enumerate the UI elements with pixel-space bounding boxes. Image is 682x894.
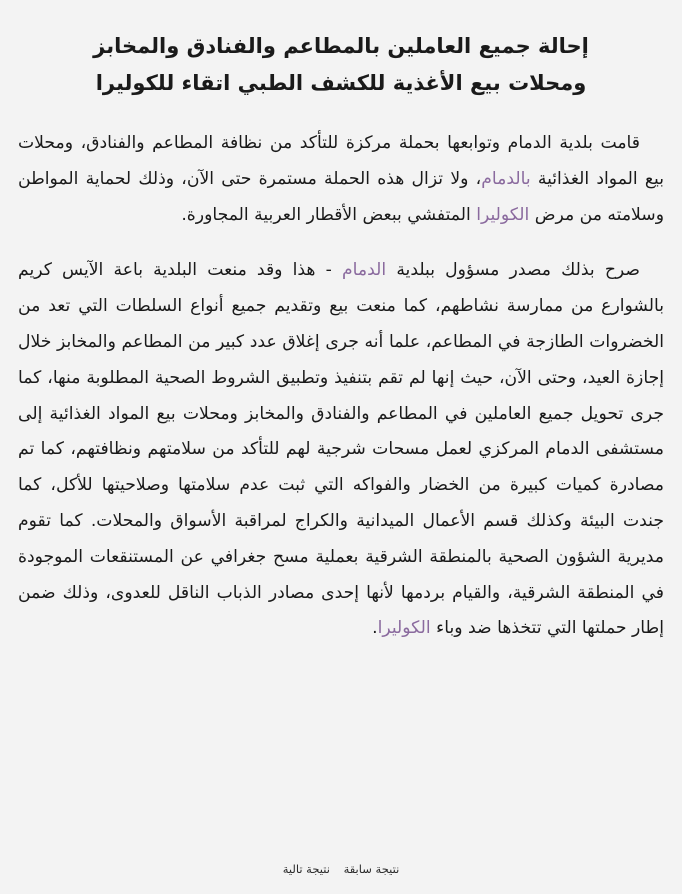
paragraph-text: .: [372, 618, 378, 639]
article-paragraph-2: [18, 253, 664, 647]
article-paragraph-1: [18, 126, 664, 233]
article: [18, 28, 664, 667]
keyword-link-dammam[interactable]: الدمام: [342, 260, 387, 281]
paragraph-text: ، ولا تزال هذه الحملة مستمرة حتى الآن، وذلك لحماية المواطن وسلامته من مرض: [18, 168, 664, 225]
previous-result-link[interactable]: نتيجة سابقة: [343, 862, 400, 876]
keyword-link-cholera[interactable]: الكوليرا: [476, 204, 530, 225]
keyword-link-cholera[interactable]: الكوليرا: [377, 618, 431, 639]
paragraph-text: المتفشي ببعض الأقطار العربية المجاورة.: [181, 204, 477, 225]
keyword-link-dammam[interactable]: بالدمام: [481, 168, 531, 189]
paragraph-text: قامت بلدية الدمام وتوابعها بحملة مركزة للتأكد من نظافة المطاعم والفنادق، ومحلات بيع المواد الغذائية: [18, 133, 664, 189]
article-title: [18, 28, 664, 102]
paragraph-text: صرح بذلك مصدر مسؤول ببلدية: [386, 260, 640, 281]
next-result-link[interactable]: نتيجة تالية: [282, 862, 330, 876]
article-title-line-1: إحالة جميع العاملين بالمطاعم والفنادق والمخابز: [93, 34, 589, 58]
article-title-line-2: ومحلات بيع الأغذية للكشف الطبي اتقاء للكوليرا: [95, 71, 587, 95]
result-navigation: [0, 862, 682, 876]
paragraph-text: - هذا وقد منعت البلدية باعة الآيس كريم بالشوارع من ممارسة نشاطهم، كما منعت بيع وتقديم جميع أنواع السلطات التي تعد من الخضروات الطازجة في المطاعم، علما أنه جرى إغلاق عدد كبير من المطاعم والمخابز خلال إجازة العيد، وحتى الآن، حيث إنها لم تقم بتنفيذ وتطبيق الشروط الصحية المطلوبة منها، كما جرى تحويل جميع العاملين في المطاعم والفنادق والمخابز ومحلات بيع المواد الغذائية إلى مستشفى الدمام المركزي لعمل مسحات شرجية لهم للتأكد من سلامتهم ونظافتهم، كما تم مصادرة كميات كبيرة من الخضار والفواكه التي ثبت عدم سلامتها وصلاحيتها للأكل، كما جندت البيئة وكذلك قسم الأعمال الميدانية والكراج لمراقبة الأسواق والمحلات. كما تقوم مديرية الشؤون الصحية بالمنطقة الشرقية بعملية مسح جغرافي عن المستنقعات الموجودة في المنطقة الشرقية، والقيام بردمها لأنها إحدى مصادر الذباب الناقل للعدوى، وذلك ضمن إطار حملتها التي تتخذها ضد وباء: [18, 260, 664, 639]
